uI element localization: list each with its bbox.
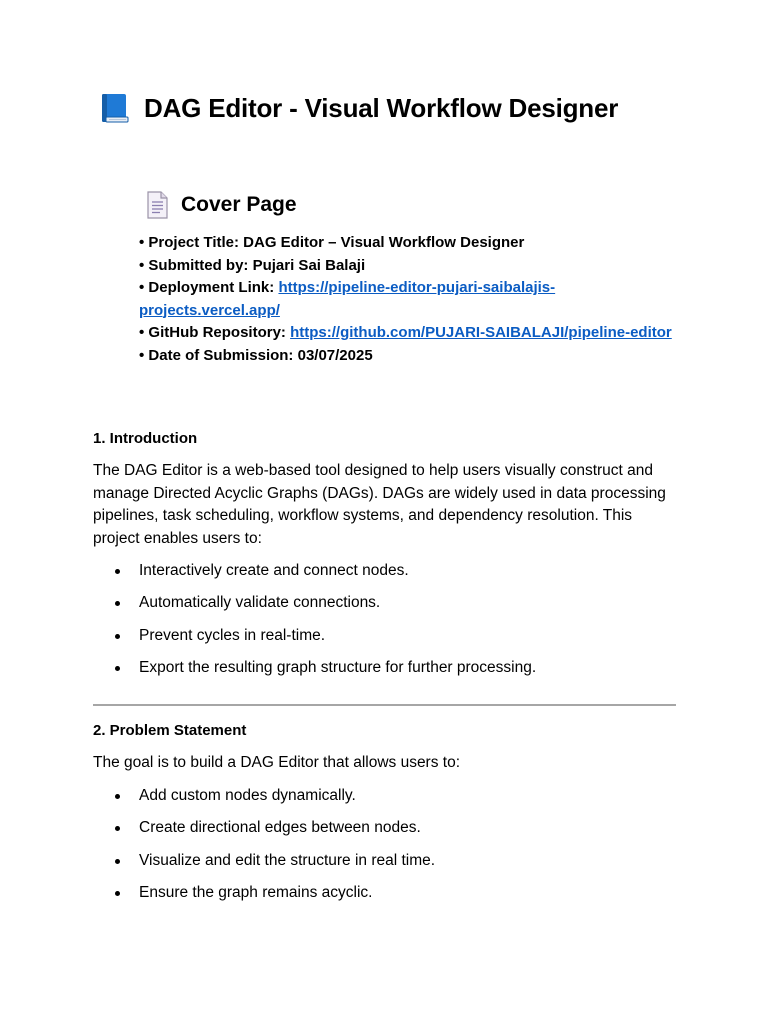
cover-item-submitted-by: • Submitted by: Pujari Sai Balaji	[139, 256, 366, 274]
list-item: Add custom nodes dynamically.	[93, 785, 435, 817]
cover-details	[139, 232, 679, 367]
problem-statement-paragraph: The goal is to build a DAG Editor that allows users to:	[93, 754, 461, 771]
problem-statement-heading: 2. Problem Statement	[93, 722, 247, 739]
cover-item-date-of-submission: • Date of Submission: 03/07/2025	[139, 346, 373, 364]
bullet-icon	[115, 859, 120, 864]
document-icon	[145, 191, 169, 219]
bullet-icon	[115, 826, 120, 831]
cover-page-heading: Cover Page	[181, 193, 297, 216]
list-item: Ensure the graph remains acyclic.	[93, 882, 435, 914]
blue-book-icon	[100, 92, 130, 124]
bullet-icon	[115, 569, 120, 574]
introduction-bullet-list	[93, 560, 536, 689]
deployment-link[interactable]: https://pipeline-editor-pujari-saibalajis-projects.vercel.app/	[139, 279, 556, 319]
list-item: Visualize and edit the structure in real time.	[93, 850, 435, 882]
problem-bullet-list	[93, 785, 435, 914]
list-item: Interactively create and connect nodes.	[93, 560, 536, 592]
cover-item-github-repository: • GitHub Repository: https://github.com/PUJARI-SAIBALAJI/pipeline-editor	[139, 324, 672, 341]
list-item: Create directional edges between nodes.	[93, 817, 435, 849]
list-item: Export the resulting graph structure for further processing.	[93, 657, 536, 689]
document-title: DAG Editor - Visual Workflow Designer	[144, 92, 619, 123]
bullet-icon	[115, 601, 120, 606]
title-row	[100, 92, 618, 124]
github-repository-link[interactable]: https://github.com/PUJARI-SAIBALAJI/pipeline-editor	[290, 324, 672, 341]
section-divider	[93, 704, 676, 706]
bullet-icon	[115, 634, 120, 639]
cover-heading-row	[145, 191, 297, 219]
cover-item-deployment-link: • Deployment Link: https://pipeline-editor-pujari-saibalajis-projects.vercel.app/	[139, 279, 556, 319]
bullet-icon	[115, 891, 120, 896]
bullet-icon	[115, 794, 120, 799]
list-item: Automatically validate connections.	[93, 592, 536, 624]
introduction-paragraph: The DAG Editor is a web-based tool designed to help users visually construct and manage Directed Acyclic Graphs (DAGs). DAGs are widely used in data processing pipelines, task scheduling, workflow systems, and dependency resolution. This project enables users to:	[93, 462, 666, 547]
bullet-icon	[115, 666, 120, 671]
list-item: Prevent cycles in real-time.	[93, 625, 536, 657]
cover-item-project-title: • Project Title: DAG Editor – Visual Workflow Designer	[139, 234, 525, 251]
introduction-heading: 1. Introduction	[93, 430, 198, 447]
